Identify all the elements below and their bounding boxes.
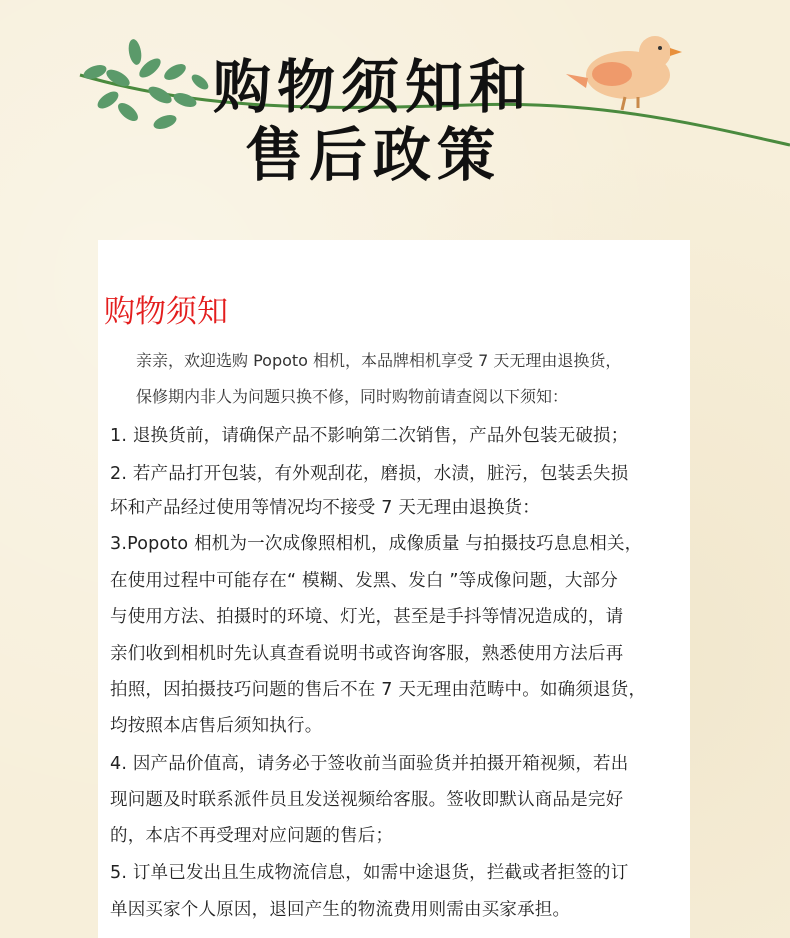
- section-title: 购物须知: [104, 294, 228, 330]
- policy-line: 3.Popoto 相机为一次成像照相机，成像质量 与拍摄技巧息息相关，: [110, 534, 643, 554]
- policy-line: 现问题及时联系派件员且发送视频给客服。签收即默认商品是完好: [110, 790, 624, 810]
- intro-line-1: 亲亲，欢迎选购 Popoto 相机，本品牌相机享受 7 天无理由退换货，: [136, 351, 622, 370]
- policy-line: 均按照本店售后须知执行。: [110, 716, 323, 736]
- policy-line: 亲们收到相机时先认真查看说明书或咨询客服，熟悉使用方法后再: [110, 644, 624, 664]
- policy-line: 在使用过程中可能存在“ 模糊、发黑、发白 ”等成像问题，大部分: [110, 571, 618, 591]
- intro-line-2: 保修期内非人为问题只换不修，同时购物前请查阅以下须知：: [136, 387, 569, 406]
- header-banner: [0, 0, 790, 230]
- policy-line: 单因买家个人原因，退回产生的物流费用则需由买家承担。: [110, 900, 571, 920]
- policy-line: 1. 退换货前，请确保产品不影响第二次销售，产品外包装无破损；: [110, 426, 629, 446]
- policy-line: 的，本店不再受理对应问题的售后；: [110, 826, 394, 846]
- policy-line: 坏和产品经过使用等情况均不接受 7 天无理由退换货：: [110, 498, 540, 518]
- policy-line: 2. 若产品打开包装，有外观刮花，磨损，水渍，脏污，包装丢失损: [110, 464, 629, 484]
- page-title-line1: 购物须知和: [212, 53, 533, 121]
- policy-line: 拍照，因拍摄技巧问题的售后不在 7 天无理由范畴中。如确须退货，: [110, 680, 647, 700]
- policy-line: 4. 因产品价值高，请务必于签收前当面验货并拍摄开箱视频，若出: [110, 754, 629, 774]
- policy-line: 5. 订单已发出且生成物流信息，如需中途退货，拦截或者拒签的订: [110, 863, 629, 883]
- page-title-line2: 售后政策: [244, 121, 501, 189]
- policy-line: 与使用方法、拍摄时的环境、灯光，甚至是手抖等情况造成的，请: [110, 607, 624, 627]
